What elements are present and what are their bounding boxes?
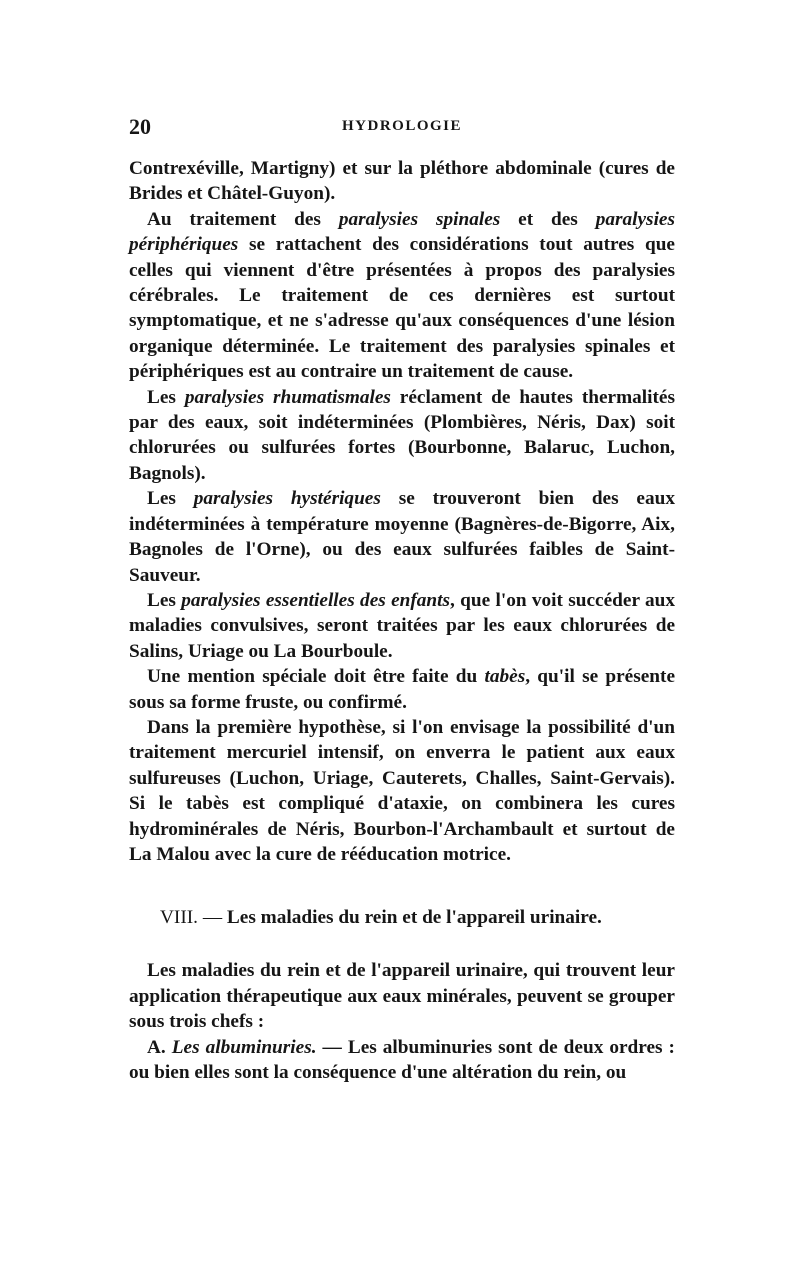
paragraph-text: Les maladies du rein et de l'appareil urinaire, qui trouvent leur application thérapeutique aux eaux minérales, peuvent se grouper sous trois chefs : <box>129 960 675 1033</box>
paragraph-text: réclament de hautes thermalités par des eaux, soit indéterminées (Plombières, Néris, Dax) soit chlorurées ou sulfurées fortes (Bourbonne, Balaruc, Luchon, Bagnols). <box>129 386 675 484</box>
paragraph-text: Dans la première hypothèse, si l'on envisage la possibilité d'un traitement mercuriel intensif, on enverra le patient aux eaux sulfureuses (Luchon, Uriage, Cauterets, Challes, Saint-Gervais). Si le tabès est compliqué d'ataxie, on combinera les cures hydrominérales de Néris, Bourbon-l'Archambault et surtout de La Malou avec la cure de rééducation motrice. <box>129 716 675 865</box>
paragraph-6 <box>129 664 675 715</box>
paragraph-2 <box>129 207 675 385</box>
paragraph-text: se rattachent des considérations tout autres que celles qui viennent d'être présentées à propos des paralysies cérébrales. Le traitement de ces dernières est surtout symptomatique, et ne s'adresse qu'aux conséquences d'une lésion organique déterminée. Le traitement des paralysies spinales et périphériques est au contraire un traitement de cause. <box>129 234 675 383</box>
paragraph-text: se trouveront bien des eaux indéterminées à température moyenne (Bagnères-de-Bigorre, Aix, Bagnoles de l'Orne), ou des eaux sulfurées faibles de Saint-Sauveur. <box>129 488 675 586</box>
paragraph-text: Les <box>147 589 182 611</box>
paragraph-text: et des <box>500 208 596 230</box>
page-header <box>129 114 675 144</box>
body-text <box>129 156 675 1085</box>
paragraph-8 <box>129 958 675 1034</box>
italic-term: paralysies essentielles des enfants <box>181 589 451 611</box>
paragraph-text: A. <box>147 1036 172 1058</box>
paragraph-text: Contrexéville, Martigny) et sur la pléthore abdominale (cures de Brides et Châtel-Guyon). <box>129 158 675 205</box>
paragraph-text: , qu'il se présente sous sa forme fruste, ou confirmé. <box>129 666 676 713</box>
paragraph-text: Les <box>147 386 185 408</box>
paragraph-text: Au traitement des <box>147 208 339 230</box>
section-numeral: VIII. — <box>160 907 223 929</box>
italic-term: paralysies rhumatismales <box>184 386 391 408</box>
running-head: HYDROLOGIE <box>341 118 462 134</box>
paragraph-1 <box>129 156 675 207</box>
paragraph-9 <box>129 1035 675 1086</box>
paragraph-text: , que l'on voit succéder aux maladies convulsives, seront traitées par les eaux chlorurées de Salins, Uriage ou La Bourboule. <box>129 589 675 662</box>
page-number: 20 <box>129 114 151 139</box>
italic-term: paralysies hystériques <box>193 488 381 510</box>
paragraph-text: Une mention spéciale doit être faite du <box>147 666 485 688</box>
paragraph-text: Les <box>147 488 194 510</box>
italic-term: paralysies périphériques <box>129 208 675 256</box>
section-heading <box>129 905 675 930</box>
section-title-text: Les maladies du rein et de l'appareil urinaire. <box>222 907 602 929</box>
paragraph-4 <box>129 486 675 588</box>
italic-term: paralysies spinales <box>338 208 501 230</box>
paragraph-3 <box>129 385 675 487</box>
italic-term: tabès <box>484 666 526 688</box>
paragraph-5 <box>129 588 675 664</box>
paragraph-text: — Les albuminuries sont de deux ordres : ou bien elles sont la conséquence d'une altération du rein, ou <box>129 1036 675 1083</box>
italic-term: Les albuminuries. <box>171 1036 317 1058</box>
paragraph-7 <box>129 715 675 867</box>
